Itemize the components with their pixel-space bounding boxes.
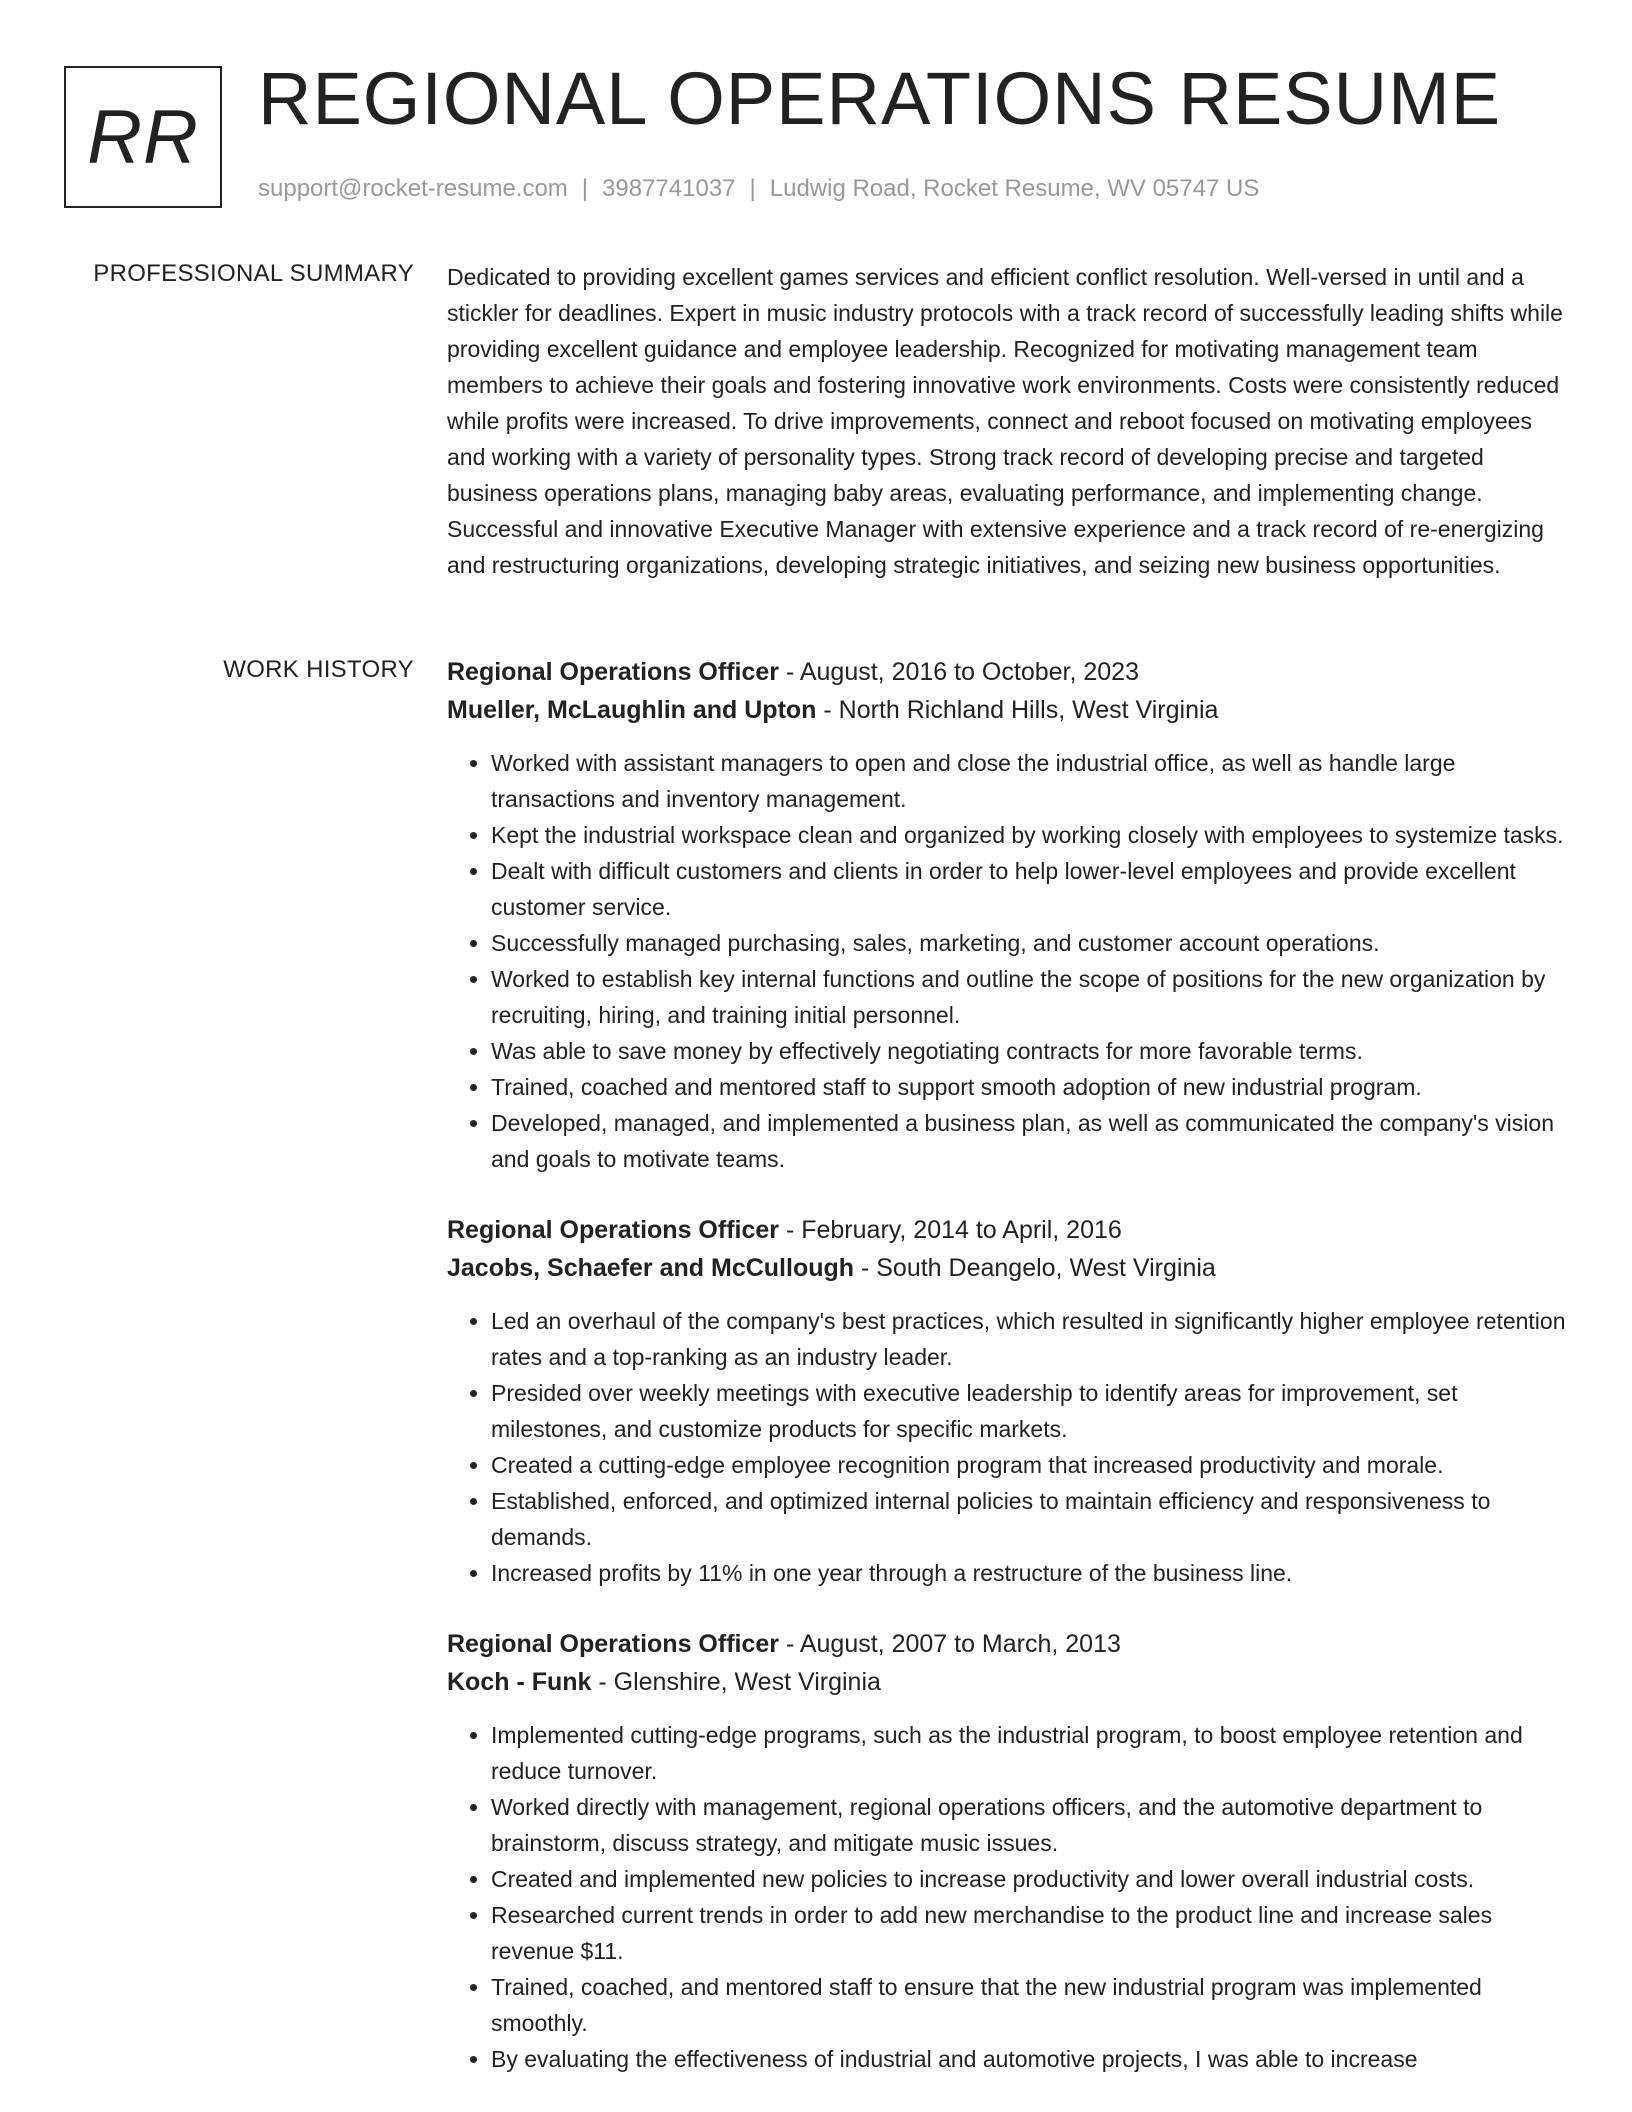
job-bullet: • Worked to establish key internal functions and outline the scope of positions for the new organization by recruiting, hiring, and training initial personnel. [491,961,1569,1033]
job-bullet: • Created a cutting-edge employee recognition program that increased productivity and morale. [491,1447,1569,1483]
job-bullet: • Presided over weekly meetings with executive leadership to identify areas for improvement, set milestones, and customize products for specific markets. [491,1375,1569,1447]
summary-section [447,259,1569,583]
job-entry [447,1625,1569,2077]
job-title-line [447,1211,1569,1249]
job-bullets [447,1717,1569,2077]
summary-text: Dedicated to providing excellent games services and efficient conflict resolution. Well-versed in until and a stickler for deadlines. Expert in music industry protocols with a track record of successfully leading shifts while providing excellent guidance and employee leadership. Recognized for motivating management team members to achieve their goals and fostering innovative work environments. Costs were consistently reduced while profits were increased. To drive improvements, connect and reboot focused on motivating employees and working with a variety of personality types. Strong track record of developing precise and targeted business operations plans, managing baby areas, evaluating performance, and implementing change. Successful and innovative Executive Manager with extensive experience and a track record of re-energizing and restructuring organizations, developing strategic initiatives, and seizing new business opportunities. [447,264,1563,578]
job-bullet: • Created and implemented new policies to increase productivity and lower overall industrial costs. [491,1861,1569,1897]
job-bullet: • Worked directly with management, regional operations officers, and the automotive department to brainstorm, discuss strategy, and mitigate music issues. [491,1789,1569,1861]
job-company: Jacobs, Schaefer and McCullough [447,1254,855,1282]
job-bullet: • Trained, coached, and mentored staff to ensure that the new industrial program was implemented smoothly. [491,1969,1569,2041]
job-location: - Glenshire, West Virginia [591,1668,881,1696]
job-title: Regional Operations Officer [447,1630,780,1658]
job-entry [447,653,1569,1177]
job-bullet: • Researched current trends in order to add new merchandise to the product line and increase sales revenue $11. [491,1897,1569,1969]
contact-line [258,175,1259,203]
job-bullet: • Dealt with difficult customers and clients in order to help lower-level employees and provide excellent customer service. [491,853,1569,925]
job-bullet: • Kept the industrial workspace clean and organized by working closely with employees to systemize tasks. [491,817,1569,853]
job-bullet: • Developed, managed, and implemented a business plan, as well as communicated the company's vision and goals to motivate teams. [491,1105,1569,1177]
job-bullets [447,745,1569,1177]
job-bullet: • By evaluating the effectiveness of industrial and automotive projects, I was able to increase [491,2041,1569,2077]
job-bullet: • Established, enforced, and optimized internal policies to maintain efficiency and responsiveness to demands. [491,1483,1569,1555]
job-bullet: • Trained, coached and mentored staff to support smooth adoption of new industrial program. [491,1069,1569,1105]
summary-heading: PROFESSIONAL SUMMARY [93,260,414,287]
resume-title: REGIONAL OPERATIONS RESUME [258,57,1502,140]
monogram-logo: RR [64,66,222,208]
job-dates: - February, 2014 to April, 2016 [779,1216,1122,1244]
work-history-section [447,653,1569,2111]
job-bullet: • Was able to save money by effectively negotiating contracts for more favorable terms. [491,1033,1569,1069]
job-bullet: • Successfully managed purchasing, sales, marketing, and customer account operations. [491,925,1569,961]
job-company-line [447,691,1569,729]
job-bullet: • Led an overhaul of the company's best practices, which resulted in significantly higher employee retention rates and a top-ranking as an industry leader. [491,1303,1569,1375]
contact-separator: | [581,175,589,202]
job-title: Regional Operations Officer [447,658,780,686]
job-bullet: • Increased profits by 11% in one year through a restructure of the business line. [491,1555,1569,1591]
job-location: - South Deangelo, West Virginia [854,1254,1216,1282]
work-history-heading: WORK HISTORY [223,656,414,683]
job-title: Regional Operations Officer [447,1216,780,1244]
job-location: - North Richland Hills, West Virginia [816,696,1219,724]
job-entry [447,1211,1569,1591]
job-company-line [447,1249,1569,1287]
job-company-line [447,1663,1569,1701]
contact-separator: | [749,175,756,202]
job-dates: - August, 2007 to March, 2013 [779,1630,1121,1658]
job-bullet: • Implemented cutting-edge programs, such as the industrial program, to boost employee retention and reduce turnover. [491,1717,1569,1789]
job-title-line [447,653,1569,691]
job-bullets [447,1303,1569,1591]
job-company: Koch - Funk [447,1668,592,1696]
job-company: Mueller, McLaughlin and Upton [447,696,817,724]
job-title-line [447,1625,1569,1663]
job-bullet: • Worked with assistant managers to open and close the industrial office, as well as handle large transactions and inventory management. [491,745,1569,817]
contact-phone: 3987741037 [602,175,736,202]
contact-address: Ludwig Road, Rocket Resume, WV 05747 US [769,175,1260,202]
contact-email: support@rocket-resume.com [258,175,568,202]
job-dates: - August, 2016 to October, 2023 [779,658,1139,686]
